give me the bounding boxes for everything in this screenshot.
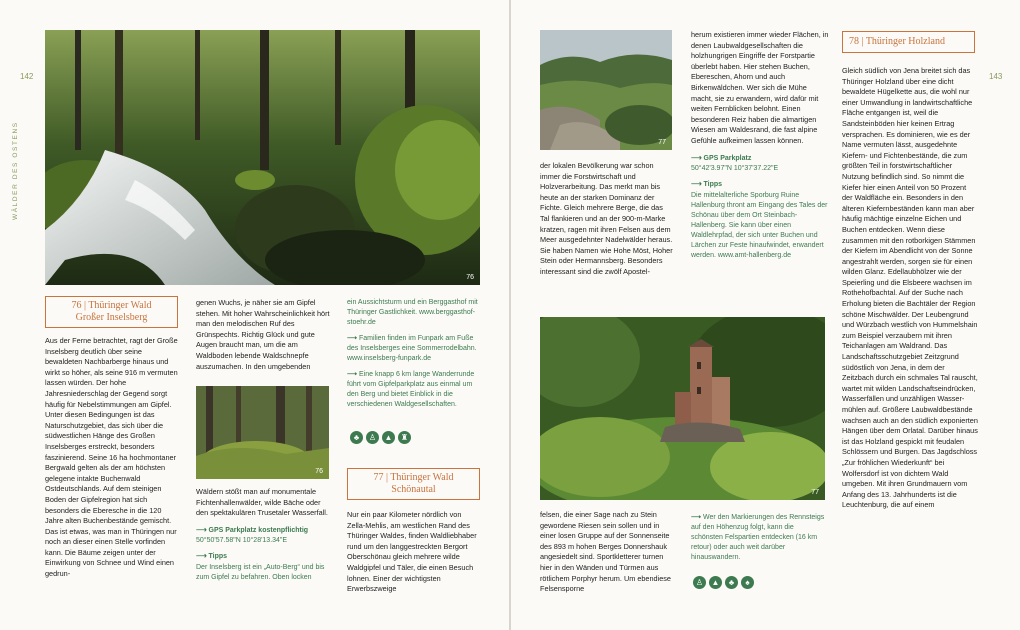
section-76-column-2-bottom: Wäldern stößt man auf monumentale Fichtenhallenwälder, wilde Bäche oder den spektakulären Trusetaler Wasserfall. ⟶ GPS Parkplatz kostenpflichtig 50°50'57.58"N 10°28'13.34"E ⟶ Tipps Der Inselsberg ist ein „Auto-Berg“ und bis zum Gipfel zu befahren. Oben locken bbox=[196, 487, 330, 583]
page-number: 142 bbox=[20, 72, 34, 81]
hiker-icon: ♙ bbox=[693, 576, 706, 589]
castle-ruin-photo bbox=[540, 317, 825, 500]
activity-icons bbox=[350, 431, 411, 444]
section-77-tip-rennsteig: ⟶ Wer den Markierungen des Rennsteigs auf den Höhenzug folgt, kann die schönsten Felspartien entdecken (16 km retour) oder auch weit darüber hinauswandern. bbox=[691, 514, 825, 561]
tree-icon: ♣ bbox=[725, 576, 738, 589]
activity-icons bbox=[693, 576, 754, 589]
gps-label: GPS Parkplatz bbox=[703, 154, 752, 162]
photo-number: 77 bbox=[811, 489, 819, 496]
gps-coords: 50°42'3.97"N 10°37'37.22"E bbox=[691, 165, 779, 173]
tipps-label: Tipps bbox=[703, 181, 723, 189]
hiker-icon: ♙ bbox=[366, 431, 379, 444]
photo-number: 77 bbox=[658, 139, 666, 146]
gps-coords: 50°50'57.58"N 10°28'13.34"E bbox=[196, 537, 288, 545]
section-77-title: 77 | Thüringer Wald bbox=[373, 472, 454, 483]
tree-icon: ♣ bbox=[350, 431, 363, 444]
page-number: 143 bbox=[989, 72, 1003, 81]
section-76-title: 76 | Thüringer Wald bbox=[71, 300, 152, 311]
section-77-continued-2: felsen, die einer Sage nach zu Stein gewordene Riesen sein sollen und in einer losen Gruppe auf der Sonnenseite des 893 m hohen Berges Donnershauk angesiedelt sind. Sportkletterer turnen hier in den Wänden und Türmen aus rötlichem Porphyr herum. Um ebendiese Felsensporne bbox=[540, 510, 671, 594]
forest-icon: ♠ bbox=[741, 576, 754, 589]
tipps-text: Der Inselsberg ist ein „Auto-Berg“ und bis zum Gipfel zu befahren. Oben locken bbox=[196, 563, 325, 581]
section-78-text: Gleich südlich von Jena breitet sich das Thüringer Holzland über eine dicht bewaldete Hügelkette aus, die wohl nur einer Umwandlung in landwirtschaftliche Fläche entgangen ist, weil die Sandsteinböden hier keinen Ertrag versprachen. Es dominieren, wie es der Name vermuten lässt, ausgedehnte Kiefern- und Fichtenbestände, die zum größten Teil in forstwirtschaftlicher Nutzung befindlich sind. So nimmt die Kiefer hier einen Anteil von 50 Prozent der Waldfläche ein. Besonders in den älteren Kiefernbeständen kann man aber häufig mächtige einzelne Eichen und Buchen entdecken. Wenn diese zusammen mit den rotborkigen Stämmen der Kiefern im Abendlicht von der Sonne angestrahlt werden, sorgen sie für einen wilden Glanz. Edellaubhölzer wie der Speierling und die Elsbeere wachsen im Rothehofbachtal. Auf der Suche nach Erholung bieten die Bachtäler der Region schöne Mischwälder. Der Leubengrund und Würzbach westlich von Hummelshain zum Beispiel verzaubern mit ihren Teichanlagen am Waldrand. Das Landschaftsschutzgebiet Zeitzgrund südöstlich von Jena, in dem der Zeitzbach durch ein schmales Tal rauscht, wartet mit wilden Landschaftseindrücken, Wasserfällen und unzähligen Wassermühlen auf. Größere Laubwaldbestände wachsen auch an den südlich exponierten Hängen über dem Orlatal. Darüber hinaus ist das Holzland gespickt mit feudalen Schlössern und Burgen. Das Jagdschloss „Zur fröhlichen Wiederkunft“ bei Wolfersdorf ist von dichtem Wald umgeben. Mit ihren Grundmauern vom Anfang des 13. Jahrhunderts ist die Leuchtenburg, die auf einem bbox=[842, 66, 978, 510]
mountain-icon: ▲ bbox=[709, 576, 722, 589]
section-77-column-2: herum existieren immer wieder Flächen, in denen Laubwaldgesellschaften die holzhungrigen Eingriffe der Forstpartie überlebt haben. Hier stehen Buchen, Ebereschen, Ahorn und auch Birkenwäldchen. Wer sich die Mühe macht, sie zu erwandern, wird dafür mit weiten Fernblicken belohnt. Einen besonderen Reiz haben die almartigen Wiesen am Waldesrand, die fast alpine Gefühle aufkeimen lassen können. ⟶ GPS Parkplatz 50°42'3.97"N 10°37'37.22"E ⟶ Tipps Die mittelalterliche Sporburg Ruine Hallenburg thront am Eingang des Tales der Schönau über dem Ort Steinbach-Hallenberg. Sie kann über einen Waldlehrpfad, der sich unter Buchen und Lärchen zur Feste hinaufwindet, erwandert werden. www.amt-hallenberg.de bbox=[691, 30, 829, 259]
section-76-column-2-top: genen Wuchs, je näher sie am Gipfel stehen. Mit hoher Wahrscheinlichkeit hört man den melodischen Ruf des Grünspechts. Richtig Glück und gute Augen braucht man, um die am Waldboden lebende Waldschnepfe auszumachen. In den umgebenden bbox=[196, 298, 330, 371]
section-76-column-1: Aus der Ferne betrachtet, ragt der Große Inselsberg deutlich über seine bewaldeten Nachbarberge hinaus und wirkt so höher, als seine 916 m vermuten lassen würden. Der hohe Jahresniederschlag der Gegend sorgt häufig für Nebelstimmungen am Gipfel. Unter diesen Bedingungen ist das Naturschutzgebiet, das sich über die südwestlichen Hänge des Großen Inselsberges erstreckt, besonders faszinierend. Seine 16 ha hochmontaner Bergwald gelten als der am höchsten gelegene intakte Buchenwald Ostdeutschlands. Auf dem steinigen Boden der Gipfelregion hat sich besonders die Eberesche in die 120 Jahre alten Buchenbestände gemischt. Das ist etwas, was man in Thüringen nur noch an dieser einen Stelle vorfinden kann. Die Bäume zeigen unter der Einwirkung von Schnee und Wind einen gedrun- bbox=[45, 336, 178, 579]
photo-number: 76 bbox=[466, 274, 474, 281]
gps-label: GPS Parkplatz kostenpflichtig bbox=[208, 526, 309, 534]
forest-photo bbox=[196, 386, 329, 479]
section-77-continued-1: der lokalen Bevölkerung war schon immer die Forstwirtschaft und Holzverarbeitung. Das merkt man bis heute an der starken Dominanz der Fichte. Gleich mehrere Berge, die das Tal flankieren und an der 900-m-Marke kratzen, ragen mit ihren Felsen aus dem Meer ausgedehnter Nadelwälder heraus. Sie haben Namen wie Hohe Möst, Hoher Stein oder Hermannsberg. Besonders interessant sind die zwölf Apostel- bbox=[540, 161, 673, 276]
mountain-icon: ▲ bbox=[382, 431, 395, 444]
waterfall-photo bbox=[45, 30, 480, 285]
right-page bbox=[511, 0, 1020, 630]
section-76-subtitle: Großer Inselsberg bbox=[75, 312, 148, 323]
running-head: WÄLDER DES OSTENS bbox=[12, 121, 19, 220]
tipps-text: Die mittelalterliche Sporburg Ruine Hallenburg thront am Eingang des Tales der Schönau über dem Ort Steinbach-Hallenberg. Sie kann über einen Waldlehrpfad, der sich unter Buchen und Lärchen zur Feste hinaufwindet, erwandert werden. www.amt-hallenberg.de bbox=[691, 191, 828, 259]
section-78-heading: 78 | Thüringer Holzland bbox=[842, 31, 975, 53]
photo-number: 76 bbox=[315, 468, 323, 475]
tipps-label: Tipps bbox=[208, 553, 228, 561]
section-77-text: Nur ein paar Kilometer nördlich von Zella-Mehlis, am westlichen Rand des Thüringer Waldes, finden Waldliebhaber rund um den langgestreckten Bergort Oberschönau gleich mehrere wilde Waldgipfel und Täler, die einen Besuch lohnen. Einer der wichtigsten Erwerbszweige bbox=[347, 510, 477, 594]
left-page bbox=[0, 0, 509, 630]
hills-photo bbox=[540, 30, 672, 150]
tower-icon: ♜ bbox=[398, 431, 411, 444]
section-77-heading bbox=[347, 468, 480, 500]
section-76-column-3: ein Aussichtsturm und ein Berggasthof mit Thüringer Gastlichkeit. www.berggasthof-stoehr.de ⟶ Familien finden im Funpark am Fuße des Inselsberges eine Sommerrodelbahn. www.inselsberg-funpark.de ⟶ Eine knapp 6 km lange Wanderrunde führt vom Gipfelparkplatz aus einmal um den Berg und bietet Einblick in die verschiedenen Waldgesellschaften. bbox=[347, 299, 478, 408]
section-76-heading bbox=[45, 296, 178, 328]
section-77-subtitle: Schönautal bbox=[391, 484, 436, 495]
